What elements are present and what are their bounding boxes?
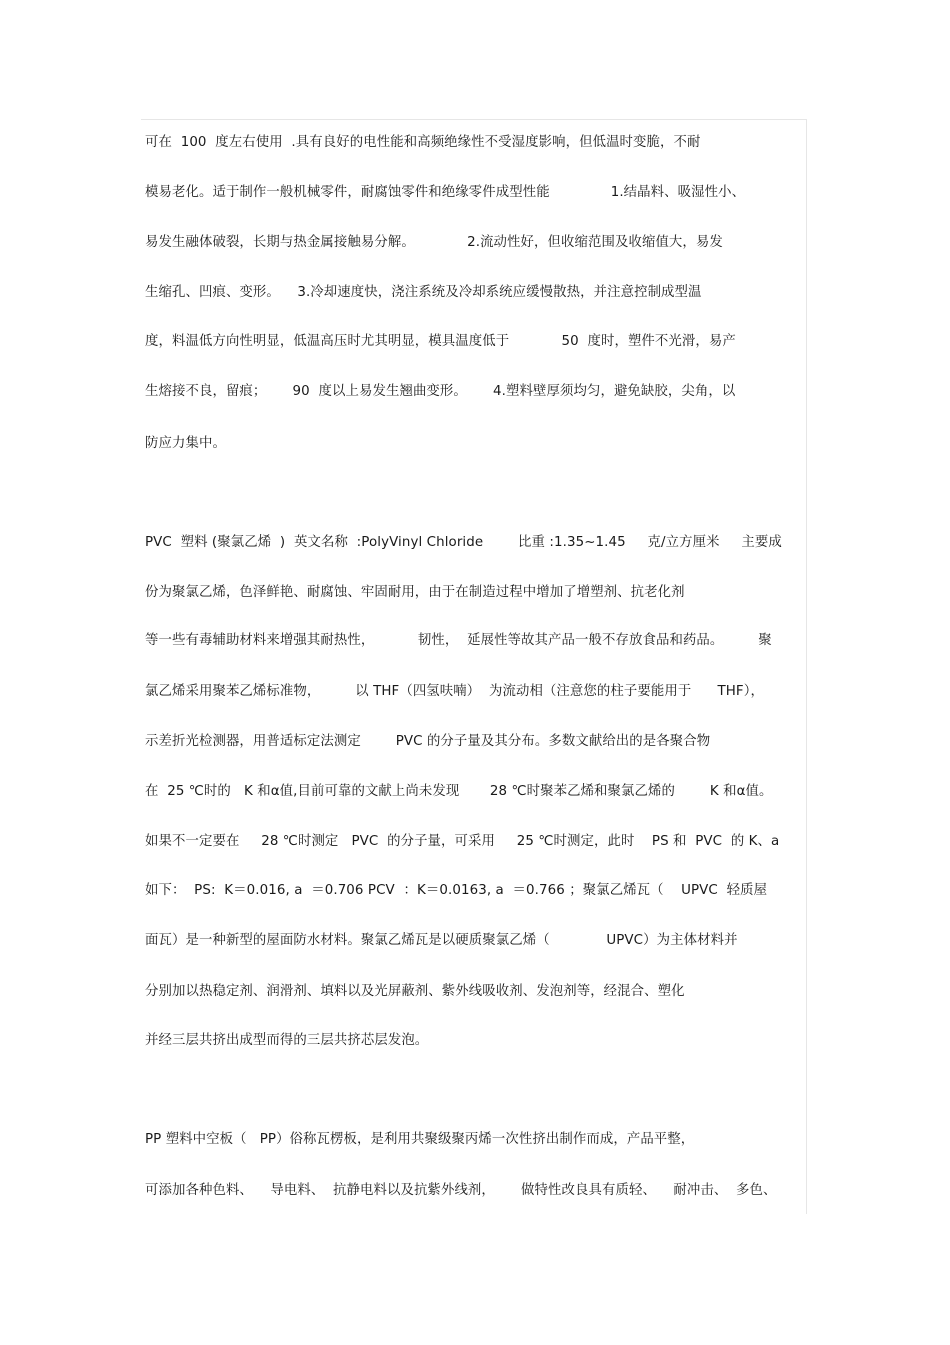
text-line: PP 塑料中空板（ PP）俗称瓦楞板，是利用共聚级聚丙烯一次性挤出制作而成，产品平整，: [145, 1132, 695, 1147]
text-line: 可在 100 度左右使用 .具有良好的电性能和高频绝缘性不受湿度影响，但低温时变脆，不耐: [145, 135, 701, 150]
text-line: 并经三层共挤出成型而得的三层共挤芯层发泡。: [145, 1033, 429, 1048]
text-line: 示差折光检测器，用普适标定法测定 PVC 的分子量及其分布。多数文献给出的是各聚合物: [145, 734, 711, 749]
text-line: 分别加以热稳定剂、润滑剂、填料以及光屏蔽剂、紫外线吸收剂、发泡剂等，经混合、塑化: [145, 984, 685, 999]
text-line: 面瓦）是一种新型的屋面防水材料。聚氯乙烯瓦是以硬质聚氯乙烯（ UPVC）为主体材料并: [145, 933, 738, 948]
text-line: 等一些有毒辅助材料来增强其耐热性， 韧性， 延展性等故其产品一般不存放食品和药品。 聚: [145, 633, 772, 648]
text-line: 如果不一定要在 28 ℃时测定 PVC 的分子量，可采用 25 ℃时测定，此时 PS 和 PVC 的 K、a: [145, 834, 780, 849]
text-line: 度，料温低方向性明显，低温高压时尤其明显，模具温度低于 50 度时，塑件不光滑，易产: [145, 334, 736, 349]
text-line: 如下： PS: K＝0.016, a ＝0.706 PCV ：K＝0.0163, a ＝0.766 ；聚氯乙烯瓦（ UPVC 轻质屋: [145, 883, 768, 898]
text-line: 模易老化。适于制作一般机械零件，耐腐蚀零件和绝缘零件成型性能 1.结晶料、吸湿性小、: [145, 185, 746, 200]
text-line: 在 25 ℃时的 K 和α值,目前可靠的文献上尚未发现 28 ℃时聚苯乙烯和聚氯乙烯的 K 和α值。: [145, 784, 773, 799]
text-line: 生缩孔、凹痕、变形。 3.冷却速度快，浇注系统及冷却系统应缓慢散热，并注意控制成型温: [145, 285, 702, 300]
text-line: 防应力集中。: [145, 436, 226, 451]
text-line: 易发生融体破裂，长期与热金属接触易分解。 2.流动性好，但收缩范围及收缩值大，易发: [145, 235, 723, 250]
text-line: 份为聚氯乙烯，色泽鲜艳、耐腐蚀、牢固耐用，由于在制造过程中增加了增塑剂、抗老化剂: [145, 585, 685, 600]
text-line: 生熔接不良，留痕； 90 度以上易发生翘曲变形。 4.塑料壁厚须均匀，避免缺胶，尖角，以: [145, 384, 736, 399]
text-line: PVC 塑料 (聚氯乙烯 ) 英文名称 :PolyVinyl Chloride 比重 :1.35~1.45 克/立方厘米 主要成: [145, 535, 782, 550]
text-line: 氯乙烯采用聚苯乙烯标准物， 以 THF（四氢呋喃） 为流动相（注意您的柱子要能用于 THF），: [145, 684, 765, 699]
text-line: 可添加各种色料、 导电料、 抗静电料以及抗紫外线剂， 做特性改良具有质轻、 耐冲击、 多色、: [145, 1183, 777, 1198]
